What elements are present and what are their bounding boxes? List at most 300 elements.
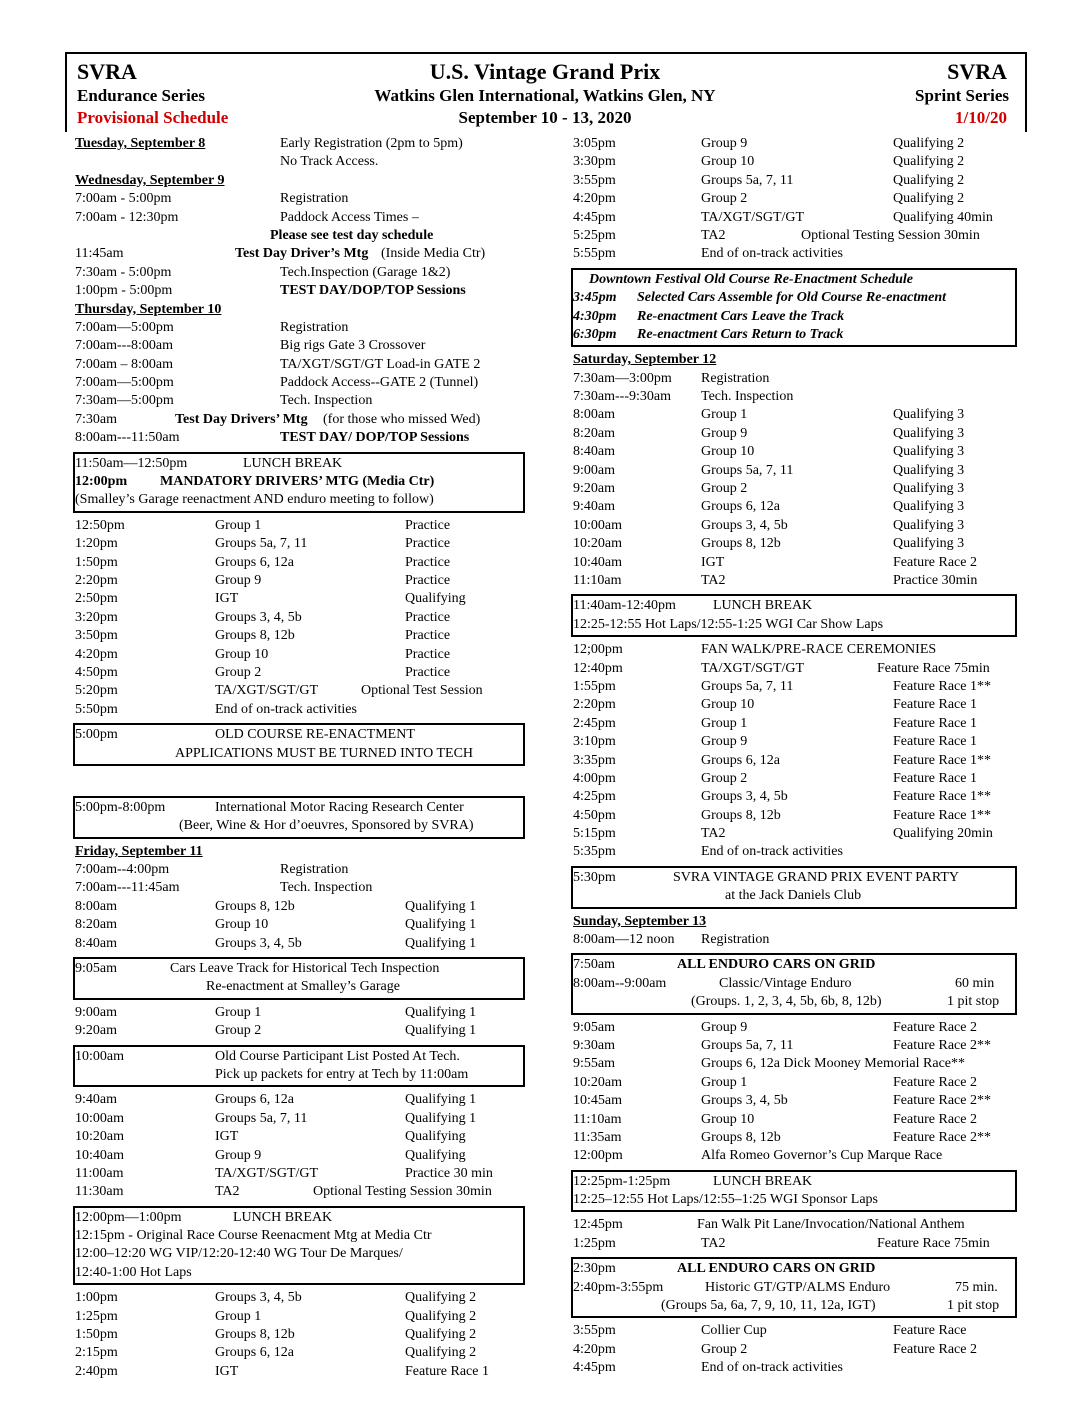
schedule-row — [573, 1037, 1025, 1055]
time-cell: 8:20am — [573, 425, 615, 441]
time-cell: 8:00am—12 noon — [573, 932, 675, 948]
event-title: U.S. Vintage Grand Prix — [429, 59, 661, 84]
event-cell: (Beer, Wine & Hor d’oeuvres, Sponsored by SVRA) — [179, 818, 474, 834]
session-cell: Practice — [405, 646, 451, 662]
schedule-row — [573, 843, 1025, 861]
time-cell: 12:00pm—1:00pm — [75, 1209, 182, 1225]
schedule-row — [573, 227, 1025, 245]
schedule-row — [75, 337, 523, 355]
session-cell: Practice — [405, 664, 451, 680]
event-cell: Group 2 — [215, 1023, 262, 1039]
event-cell: Groups 3, 4, 5b — [701, 789, 788, 805]
schedule-row — [573, 1147, 1025, 1165]
event-cell: Fan Walk Pit Lane/Invocation/National Anthem — [697, 1217, 965, 1233]
schedule-row — [75, 1128, 523, 1146]
event-cell: TA/XGT/SGT/GT — [215, 683, 319, 699]
event-cell: Groups 8, 12b — [701, 1129, 781, 1145]
time-cell: 2:20pm — [573, 697, 616, 713]
time-cell: 4:00pm — [573, 770, 616, 786]
time-cell: 5:00pm-8:00pm — [75, 799, 166, 815]
session-cell: Feature Race 1 — [893, 697, 977, 713]
time-cell: 10:20am — [75, 1129, 124, 1145]
event-cell: Old Course Participant List Posted At Tech. — [215, 1048, 460, 1064]
time-cell: 10:00am — [75, 1110, 124, 1126]
schedule-row — [573, 678, 1025, 696]
schedule-row — [573, 289, 1015, 307]
event-cell: Group 10 — [701, 154, 755, 170]
time-cell: 9:00am — [75, 1004, 117, 1020]
schedule-row — [75, 374, 523, 392]
revision-date: 1/10/20 — [955, 108, 1007, 127]
time-cell: 4:50pm — [75, 664, 118, 680]
schedule-row — [75, 572, 523, 590]
time-cell: 10:00am — [75, 1048, 124, 1064]
session-cell: Qualifying 2 — [405, 1290, 477, 1306]
event-cell: Groups 6, 12a — [215, 1092, 294, 1108]
schedule-row — [573, 616, 1015, 634]
event-cell: Group 9 — [701, 136, 748, 151]
schedule-row — [75, 356, 523, 374]
session-cell: Feature Race 1 — [405, 1363, 489, 1379]
event-cell: TA2 — [701, 826, 726, 842]
schedule-row — [75, 1308, 523, 1326]
time-cell: 10:20am — [573, 536, 622, 552]
schedule-row — [75, 898, 523, 916]
event-cell: Alfa Romeo Governor’s Cup Marque Race — [701, 1148, 943, 1164]
schedule-row — [75, 664, 523, 682]
schedule-row — [573, 1235, 1025, 1253]
day-heading-row — [573, 913, 1025, 931]
session-cell: 75 min. — [955, 1279, 998, 1295]
boxed-notice — [571, 1257, 1017, 1318]
schedule-row — [573, 135, 1025, 153]
time-cell: 3:35pm — [573, 752, 616, 768]
event-cell: International Motor Racing Research Center — [215, 799, 464, 815]
right-column — [573, 135, 1025, 1378]
event-cell: Groups 6, 12a — [701, 499, 780, 515]
time-cell: 4:45pm — [573, 1360, 616, 1376]
event-cell: TA2 — [701, 227, 726, 243]
event-cell: (Groups 5a, 6a, 7, 9, 10, 11, 12a, IGT) — [661, 1298, 876, 1314]
left-column — [75, 135, 523, 1381]
schedule-row — [75, 264, 523, 282]
event-cell: Test Day Driver’s Mtg — [235, 246, 369, 262]
time-cell: 12:00–12:20 WG VIP/12:20-12:40 WG Tour De Marques/ — [75, 1246, 403, 1262]
time-cell: 2:40pm — [75, 1363, 118, 1379]
session-cell: Feature Race 1** — [893, 752, 991, 768]
time-cell: 2:20pm — [75, 572, 118, 588]
event-cell: Re-enactment Cars Leave the Track — [637, 308, 845, 324]
schedule-row — [573, 1322, 1025, 1340]
schedule-row — [75, 935, 523, 953]
time-cell: 5:00pm — [75, 727, 118, 743]
schedule-row — [75, 590, 523, 608]
event-cell: (Groups. 1, 2, 3, 4, 5b, 6b, 8, 12b) — [691, 994, 882, 1010]
session-cell: 1 pit stop — [947, 994, 1000, 1010]
event-cell: Groups 8, 12b — [215, 628, 295, 644]
time-cell: 11:50am—12:50pm — [75, 455, 188, 471]
day-heading-row — [75, 172, 523, 190]
session-cell: Qualifying 2 — [893, 136, 965, 151]
event-cell: Collier Cup — [701, 1323, 767, 1339]
time-cell: 12;00pm — [573, 642, 623, 658]
schedule-row — [573, 597, 1015, 615]
session-cell: 1 pit stop — [947, 1298, 1000, 1314]
event-cell: Paddock Access--GATE 2 (Tunnel) — [280, 375, 479, 391]
event-cell: Group 10 — [701, 444, 755, 460]
time-cell: 11:45am — [75, 246, 124, 262]
schedule-row — [573, 480, 1025, 498]
event-cell: Group 1 — [215, 517, 262, 533]
schedule-row — [573, 696, 1025, 714]
session-cell: Qualifying 2 — [405, 1308, 477, 1324]
schedule-row — [573, 425, 1025, 443]
event-cell: SVRA VINTAGE GRAND PRIX EVENT PARTY — [673, 869, 959, 885]
time-cell: 1:50pm — [75, 1327, 118, 1343]
session-cell: Feature Race 1 — [893, 715, 977, 731]
day-heading-row — [573, 351, 1025, 369]
event-cell: Group 1 — [215, 1308, 262, 1324]
session-cell: Qualifying — [405, 1129, 466, 1145]
event-cell: Groups 6, 12a — [215, 1345, 294, 1361]
session-cell: Qualifying 3 — [893, 425, 965, 441]
schedule-row — [573, 1216, 1025, 1234]
event-cell: Group 1 — [701, 407, 748, 423]
time-cell: 8:00am---11:50am — [75, 430, 180, 446]
session-cell: Qualifying 3 — [893, 407, 965, 423]
schedule-row — [573, 462, 1025, 480]
event-cell: Groups 6, 12a — [701, 752, 780, 768]
event-dates: September 10 - 13, 2020 — [458, 108, 632, 127]
event-cell: OLD COURSE RE-ENACTMENT — [215, 727, 415, 743]
schedule-row — [75, 1004, 523, 1022]
schedule-row — [573, 271, 1015, 289]
schedule-row — [75, 1326, 523, 1344]
time-cell: 7:30am - 5:00pm — [75, 264, 172, 280]
session-cell: Feature Race 2** — [893, 1093, 991, 1109]
time-cell: 12:25–12:55 Hot Laps/12:55–1:25 WGI Sponsor Laps — [573, 1192, 879, 1208]
time-cell: 1:25pm — [75, 1308, 118, 1324]
schedule-row — [573, 1260, 1015, 1278]
day-heading-row — [75, 843, 523, 861]
event-cell: Pick up packets for entry at Tech by 11:00am — [215, 1066, 469, 1082]
session-cell: 60 min — [955, 975, 995, 991]
schedule-row — [75, 1363, 523, 1381]
session-cell: Qualifying 2 — [405, 1345, 477, 1361]
event-cell: Group 1 — [215, 1004, 262, 1020]
day-heading: Wednesday, September 9 — [75, 172, 225, 188]
schedule-row — [75, 392, 523, 410]
schedule-row — [573, 370, 1025, 388]
event-cell: Groups 5a, 7, 11 — [215, 1110, 308, 1126]
session-cell: Qualifying 2 — [893, 172, 965, 188]
event-cell: Big rigs Gate 3 Crossover — [280, 338, 426, 354]
event-cell: Early Registration (2pm to 5pm) — [280, 136, 463, 151]
event-cell: IGT — [701, 554, 725, 570]
time-cell: 5:25pm — [573, 227, 616, 243]
time-cell: 1:20pm — [75, 536, 118, 552]
schedule-page — [65, 52, 1025, 1379]
schedule-row — [573, 245, 1025, 263]
schedule-row — [75, 1147, 523, 1165]
schedule-row — [573, 1092, 1025, 1110]
event-cell: Please see test day schedule — [270, 227, 434, 243]
event-cell: LUNCH BREAK — [233, 1209, 333, 1225]
session-cell: (for those who missed Wed) — [323, 411, 481, 427]
event-cell: Registration — [701, 932, 770, 948]
schedule-row — [573, 190, 1025, 208]
session-cell: Feature Race 1** — [893, 678, 991, 694]
time-cell: 7:00am---11:45am — [75, 880, 180, 896]
session-cell: Qualifying 3 — [893, 517, 965, 533]
schedule-row — [75, 861, 523, 879]
schedule-row — [75, 554, 523, 572]
event-cell: Groups 5a, 7, 11 — [701, 462, 794, 478]
session-cell: Qualifying 3 — [893, 499, 965, 515]
schedule-row — [75, 682, 523, 700]
event-cell: End of on-track activities — [701, 1360, 843, 1376]
session-cell: Practice 30 min — [405, 1165, 493, 1181]
session-cell: Qualifying 1 — [405, 1110, 477, 1126]
time-cell: 9:40am — [573, 499, 615, 515]
time-cell: 7:50am — [573, 957, 615, 973]
day-heading: Friday, September 11 — [75, 843, 203, 859]
session-cell: Optional Testing Session 30min — [801, 227, 980, 243]
boxed-notice — [73, 1045, 525, 1088]
session-cell: Practice — [405, 609, 451, 625]
time-cell: 7:30am—3:00pm — [573, 370, 672, 386]
event-cell: Groups 8, 12b — [215, 898, 295, 914]
time-cell: 9:40am — [75, 1092, 117, 1108]
time-cell: 2:45pm — [573, 715, 616, 731]
time-cell: 7:00am--4:00pm — [75, 862, 170, 878]
schedule-row — [573, 869, 1015, 887]
time-cell: 3:10pm — [573, 734, 616, 750]
session-cell: Feature Race 1** — [893, 789, 991, 805]
session-cell: Feature Race 75min — [877, 1235, 990, 1251]
schedule-row — [75, 879, 523, 897]
time-cell: 4:20pm — [75, 646, 118, 662]
time-cell: 9:20am — [573, 481, 615, 497]
schedule-row — [573, 388, 1025, 406]
event-cell: Group 2 — [701, 481, 748, 497]
event-cell: Groups 3, 4, 5b — [215, 935, 302, 951]
event-cell: Group 10 — [215, 917, 269, 933]
time-cell: 3:20pm — [75, 609, 118, 625]
time-cell: 5:30pm — [573, 869, 616, 885]
session-cell: Practice — [405, 517, 451, 533]
event-cell: Paddock Access Times – — [280, 209, 419, 225]
event-cell: Registration — [701, 370, 770, 386]
schedule-row — [75, 1066, 523, 1084]
schedule-row — [75, 745, 523, 763]
event-cell: Group 9 — [215, 1147, 262, 1163]
schedule-row — [573, 1055, 1025, 1073]
time-cell: 4:30pm — [573, 308, 617, 324]
time-cell: 7:00am - 12:30pm — [75, 209, 179, 225]
event-cell: TA2 — [215, 1184, 240, 1200]
event-cell: Group 10 — [215, 646, 269, 662]
event-cell: Groups 3, 4, 5b — [215, 609, 302, 625]
boxed-notice — [73, 957, 525, 1000]
event-cell: Group 9 — [701, 1019, 748, 1035]
schedule-row — [573, 956, 1015, 974]
time-cell: 11:00am — [75, 1165, 124, 1181]
time-cell: 3:50pm — [75, 628, 118, 644]
schedule-row — [573, 993, 1015, 1011]
session-cell: Qualifying 2 — [893, 154, 965, 170]
time-cell: 11:10am — [573, 1111, 622, 1127]
time-cell: 2:30pm — [573, 1261, 616, 1277]
schedule-row — [75, 1048, 523, 1066]
session-cell: Qualifying 1 — [405, 1004, 477, 1020]
session-cell: Optional Testing Session 30min — [313, 1184, 492, 1200]
time-cell: 4:25pm — [573, 789, 616, 805]
event-cell: Registration — [280, 862, 349, 878]
schedule-row — [573, 660, 1025, 678]
session-cell: Practice 30min — [893, 572, 978, 588]
schedule-row — [75, 916, 523, 934]
time-cell: 1:00pm — [75, 1290, 118, 1306]
time-cell: 7:00am—5:00pm — [75, 319, 174, 335]
schedule-row — [573, 1019, 1025, 1037]
time-cell: 12:25pm-1:25pm — [573, 1173, 671, 1189]
schedule-row — [75, 473, 523, 491]
boxed-notice — [73, 1206, 525, 1286]
schedule-row — [573, 807, 1025, 825]
event-cell: IGT — [215, 1363, 239, 1379]
schedule-row — [573, 825, 1025, 843]
event-cell: Group 2 — [701, 1341, 748, 1357]
session-cell: Feature Race 2 — [893, 1341, 977, 1357]
time-cell: 10:40am — [75, 1147, 124, 1163]
event-cell: TA2 — [701, 1235, 726, 1251]
event-cell: Groups 8, 12b — [215, 1327, 295, 1343]
session-cell: Feature Race 1 — [893, 770, 977, 786]
time-cell: 5:20pm — [75, 683, 118, 699]
schedule-row — [75, 1245, 523, 1263]
session-cell: Qualifying 3 — [893, 444, 965, 460]
event-cell: Registration — [280, 319, 349, 335]
schedule-row — [75, 978, 523, 996]
event-cell: FAN WALK/PRE-RACE CEREMONIES — [701, 642, 937, 658]
session-cell: Qualifying 2 — [405, 1327, 477, 1343]
right-title: SVRA — [947, 59, 1007, 84]
session-cell: Qualifying 1 — [405, 1023, 477, 1039]
time-cell: 3:05pm — [573, 136, 616, 151]
day-heading: Tuesday, September 8 — [75, 136, 206, 151]
time-cell: 2:50pm — [75, 591, 118, 607]
time-cell: 7:00am---8:00am — [75, 338, 173, 354]
schedule-row — [573, 1359, 1025, 1377]
schedule-row — [75, 960, 523, 978]
time-cell: 7:30am—5:00pm — [75, 393, 174, 409]
schedule-row — [573, 715, 1025, 733]
time-cell: 5:50pm — [75, 701, 118, 717]
event-cell: Classic/Vintage Enduro — [719, 975, 852, 991]
schedule-row — [573, 1129, 1025, 1147]
schedule-row — [573, 209, 1025, 227]
time-cell: 10:00am — [573, 517, 622, 533]
time-cell: 1:00pm - 5:00pm — [75, 283, 173, 299]
event-cell: Group 10 — [701, 697, 755, 713]
left-subtitle: Endurance Series — [77, 86, 205, 105]
schedule-row — [75, 1091, 523, 1109]
session-cell: Qualifying 2 — [893, 191, 965, 207]
event-cell: Group 1 — [701, 715, 748, 731]
schedule-row — [573, 172, 1025, 190]
time-cell: 12:50pm — [75, 517, 125, 533]
session-cell: Qualifying 1 — [405, 917, 477, 933]
time-cell: 8:40am — [75, 935, 117, 951]
time-cell: 2:40pm-3:55pm — [573, 1279, 664, 1295]
session-cell: Practice — [405, 628, 451, 644]
session-cell: Practice — [405, 536, 451, 552]
time-cell: 12:25-12:55 Hot Laps/12:55-1:25 WGI Car Show Laps — [573, 616, 884, 632]
session-cell: Practice — [405, 572, 451, 588]
boxed-notice — [571, 866, 1017, 909]
schedule-row — [75, 429, 523, 447]
time-cell: 3:45pm — [573, 290, 617, 306]
schedule-row — [573, 770, 1025, 788]
provisional-label: Provisional Schedule — [77, 108, 229, 127]
schedule-row — [75, 627, 523, 645]
time-cell: 12:40-1:00 Hot Laps — [75, 1264, 192, 1280]
session-cell: Feature Race 1** — [893, 807, 991, 823]
time-cell: 5:35pm — [573, 844, 616, 860]
event-cell: Group 2 — [701, 191, 748, 207]
time-cell: 10:20am — [573, 1074, 622, 1090]
event-cell: Group 2 — [215, 664, 262, 680]
time-cell: 5:55pm — [573, 246, 616, 262]
event-cell: Groups 5a, 7, 11 — [701, 678, 794, 694]
session-cell: Feature Race — [893, 1323, 967, 1339]
time-cell: 9:05am — [75, 961, 117, 977]
boxed-notice — [571, 1170, 1017, 1213]
boxed-notice — [571, 953, 1017, 1014]
boxed-notice — [73, 452, 525, 513]
schedule-row — [573, 1279, 1015, 1297]
event-cell: Tech.Inspection (Garage 1&2) — [280, 264, 451, 280]
schedule-row — [75, 491, 523, 509]
event-cell: Group 9 — [701, 734, 748, 750]
event-cell: ALL ENDURO CARS ON GRID — [677, 957, 876, 973]
time-cell: 11:10am — [573, 572, 622, 588]
venue-line: Watkins Glen International, Watkins Glen, NY — [374, 86, 716, 105]
event-cell: Tech. Inspection — [280, 393, 373, 409]
schedule-row — [573, 153, 1025, 171]
event-cell: Registration — [280, 191, 349, 207]
schedule-row — [75, 1289, 523, 1307]
time-cell: 12:45pm — [573, 1217, 623, 1233]
event-cell: Groups 6, 12a Dick Mooney Memorial Race** — [701, 1056, 965, 1072]
event-cell: Group 9 — [701, 425, 748, 441]
schedule-row — [75, 1209, 523, 1227]
time-cell: 11:35am — [573, 1129, 622, 1145]
event-cell: ALL ENDURO CARS ON GRID — [677, 1261, 876, 1277]
boxed-notice — [73, 796, 525, 839]
event-cell: Groups 5a, 7, 11 — [215, 536, 308, 552]
time-cell: 8:40am — [573, 444, 615, 460]
session-cell: Qualifying — [405, 591, 466, 607]
time-cell: 7:30am---9:30am — [573, 389, 671, 405]
event-cell: Selected Cars Assemble for Old Course Re-enactment — [637, 290, 947, 306]
schedule-row — [573, 326, 1015, 344]
event-cell: Test Day Drivers’ Mtg — [175, 411, 308, 427]
event-cell: Cars Leave Track for Historical Tech Inspection — [170, 961, 440, 977]
schedule-row — [75, 1227, 523, 1245]
session-cell: Qualifying 1 — [405, 935, 477, 951]
